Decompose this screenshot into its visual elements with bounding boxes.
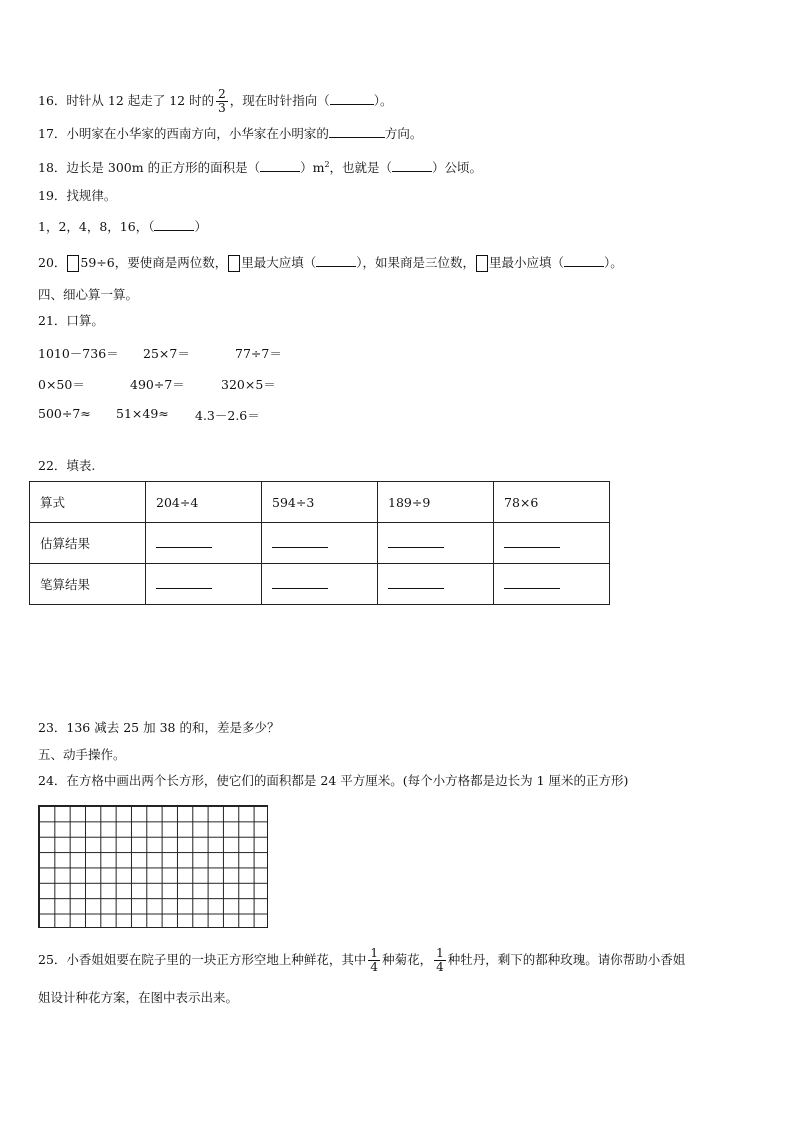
calc-item: 4.3－2.6＝ (195, 408, 260, 423)
question-19-sequence: 1，2，4，8，16，（ ） (38, 219, 207, 234)
answer-blank[interactable] (392, 171, 432, 172)
answer-blank[interactable] (154, 230, 194, 231)
calc-item: 490÷7＝ (130, 377, 185, 392)
table-row (30, 564, 610, 605)
answer-cell[interactable] (494, 523, 610, 564)
answer-cell[interactable] (146, 523, 262, 564)
table-header: 594÷3 (262, 482, 378, 523)
answer-blank[interactable] (329, 137, 385, 138)
table-header: 189÷9 (378, 482, 494, 523)
calc-item: 25×7＝ (143, 346, 190, 361)
question-23: 23．136 减去 25 加 38 的和，差是多少？ (38, 720, 280, 735)
answer-blank[interactable] (330, 104, 374, 105)
row-label: 估算结果 (30, 523, 146, 564)
answer-cell[interactable] (262, 564, 378, 605)
row-label: 笔算结果 (30, 564, 146, 605)
calc-item: 1010－736＝ (38, 346, 119, 361)
calc-item: 500÷7≈ (38, 406, 91, 421)
answer-cell[interactable] (378, 564, 494, 605)
table-header-row (30, 482, 610, 523)
question-25: 25．小香姐姐要在院子里的一块正方形空地上种鲜花，其中 $\frac{1}{4}$ 种菊花， $\frac{1}{4}$ 种牡丹，剩下的都种玫瑰。请你帮助小香姐 (38, 946, 686, 974)
question-17: 17．小明家在小华家的西南方向，小华家在小明家的 方向。 (38, 126, 423, 141)
answer-cell[interactable] (146, 564, 262, 605)
question-24: 24．在方格中画出两个长方形，使它们的面积都是 24 平方厘米。(每个小方格都是边长为 1 厘米的正方形) (38, 773, 629, 788)
calc-item: 51×49≈ (116, 406, 169, 421)
calc-item: 0×50＝ (38, 377, 85, 392)
question-19-title: 19．找规律。 (38, 188, 117, 203)
question-22-title: 22．填表. (38, 458, 96, 473)
answer-blank[interactable] (316, 266, 356, 267)
calc-item: 77÷7＝ (235, 346, 282, 361)
table-header: 算式 (30, 482, 146, 523)
digit-box[interactable] (67, 255, 79, 272)
fraction: $\frac{1}{4}$ (436, 946, 444, 974)
answer-cell[interactable] (378, 523, 494, 564)
table-header: 78×6 (494, 482, 610, 523)
digit-box[interactable] (228, 255, 240, 272)
digit-box[interactable] (476, 255, 488, 272)
question-21-title: 21．口算。 (38, 313, 104, 328)
answer-blank[interactable] (260, 171, 300, 172)
question-16: 16．时针从 12 起走了 12 时的 $\frac{2}{3}$ ，现在时针指向（ ）。 (38, 87, 393, 115)
calc-item: 320×5＝ (221, 377, 276, 392)
question-20: 20． 59÷6，要使商是两位数， 里最大应填（ ），如果商是三位数， 里最小应填（ ）。 (38, 255, 623, 270)
table-header: 204÷4 (146, 482, 262, 523)
section-5-heading: 五、动手操作。 (38, 747, 126, 762)
question-25-line2: 姐设计种花方案，在图中表示出来。 (38, 990, 239, 1005)
fraction: $\frac{2}{3}$ (218, 87, 226, 115)
fraction: $\frac{1}{4}$ (370, 946, 379, 974)
answer-cell[interactable] (494, 564, 610, 605)
table-row (30, 523, 610, 564)
answer-blank[interactable] (564, 266, 604, 267)
section-4-heading: 四、细心算一算。 (38, 287, 139, 302)
fill-table (29, 481, 610, 605)
question-18: 18．边长是 300m 的正方形的面积是（ ）$m^2$，也就是（ ）公顷。 (38, 160, 483, 176)
answer-cell[interactable] (262, 523, 378, 564)
drawing-grid[interactable] (38, 805, 268, 928)
